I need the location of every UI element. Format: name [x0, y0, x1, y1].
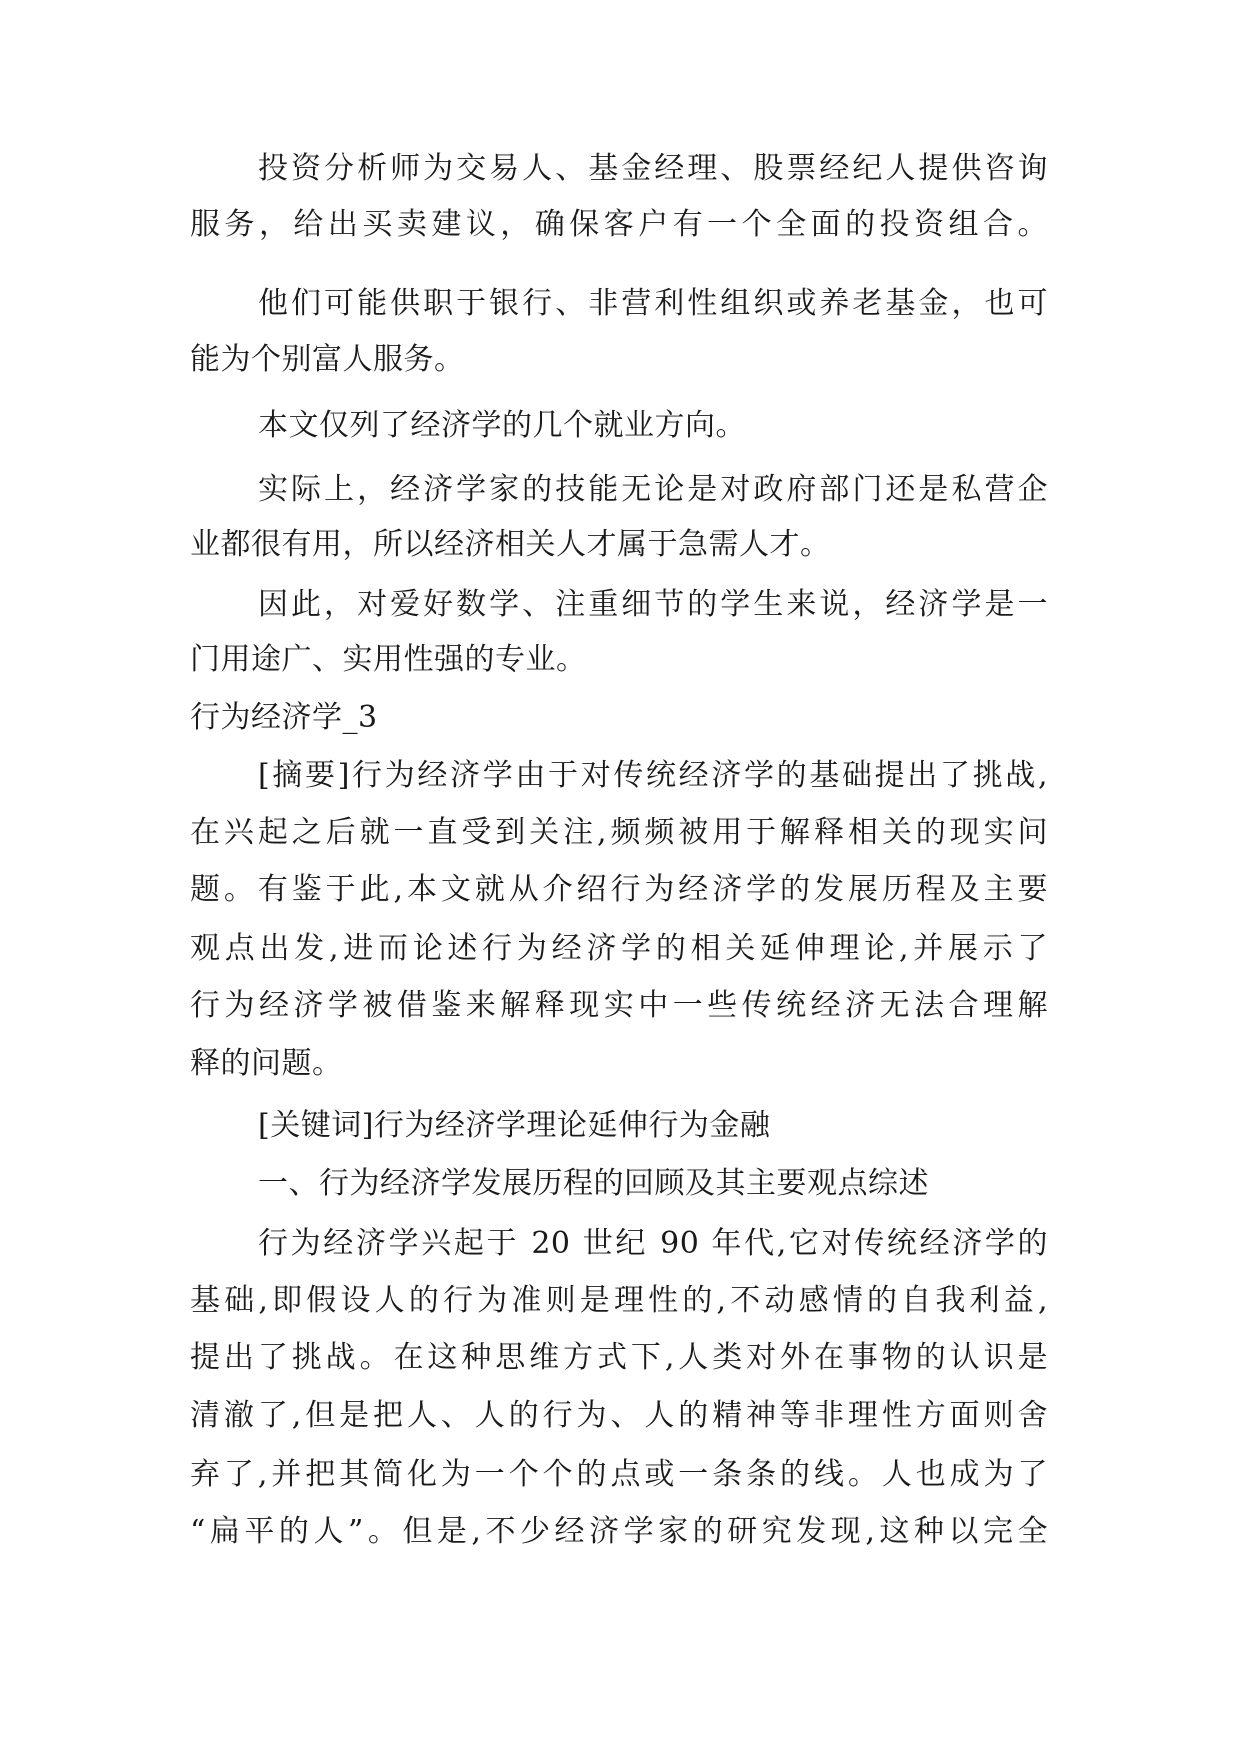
subsection-heading: 一、行为经济学发展历程的回顾及其主要观点综述 [258, 1166, 929, 1201]
text-line: 投资分析师为交易人、基金经理、股票经纪人提供咨询 [258, 151, 1048, 186]
text-line: 释的问题。 [190, 1046, 343, 1081]
text-line: 在兴起之后就一直受到关注,频频被用于解释相关的现实问 [190, 815, 1048, 850]
text-line: 观点出发,进而论述行为经济学的相关延伸理论,并展示了 [190, 931, 1048, 966]
text-line: 业都很有用，所以经济相关人才属于急需人才。 [190, 527, 831, 562]
section-heading: 行为经济学_3 [190, 700, 378, 735]
text-line: 题。有鉴于此,本文就从介绍行为经济学的发展历程及主要 [190, 872, 1048, 907]
text-line: 基础,即假设人的行为准则是理性的,不动感情的自我利益, [190, 1283, 1048, 1318]
text-line: 门用途广、实用性强的专业。 [190, 642, 587, 677]
text-line: 因此，对爱好数学、注重细节的学生来说，经济学是一 [258, 587, 1048, 622]
text-line: [摘要]行为经济学由于对传统经济学的基础提出了挑战, [258, 758, 1048, 793]
keywords-line: [关键词]行为经济学理论延伸行为金融 [258, 1108, 771, 1143]
text-line: 提出了挑战。在这种思维方式下,人类对外在事物的认识是 [190, 1340, 1048, 1375]
text-line: 清澈了,但是把人、人的行为、人的精神等非理性方面则舍 [190, 1398, 1048, 1433]
text-line: 服务，给出买卖建议，确保客户有一个全面的投资组合。 [190, 207, 1048, 242]
text-line: 行为经济学被借鉴来解释现实中一些传统经济无法合理解 [190, 988, 1048, 1023]
text-line: 弃了,并把其简化为一个个的点或一条条的线。人也成为了 [190, 1457, 1048, 1492]
text-line: 实际上，经济学家的技能无论是对政府部门还是私营企 [258, 472, 1048, 507]
text-line: 行为经济学兴起于 20 世纪 90 年代,它对传统经济学的 [258, 1226, 1048, 1261]
text-line: 本文仅列了经济学的几个就业方向。 [258, 408, 746, 443]
text-line: 能为个别富人服务。 [190, 342, 465, 377]
text-line: “扁平的人”。但是,不少经济学家的研究发现,这种以完全 [190, 1514, 1048, 1549]
text-line: 他们可能供职于银行、非营利性组织或养老基金，也可 [258, 286, 1048, 321]
